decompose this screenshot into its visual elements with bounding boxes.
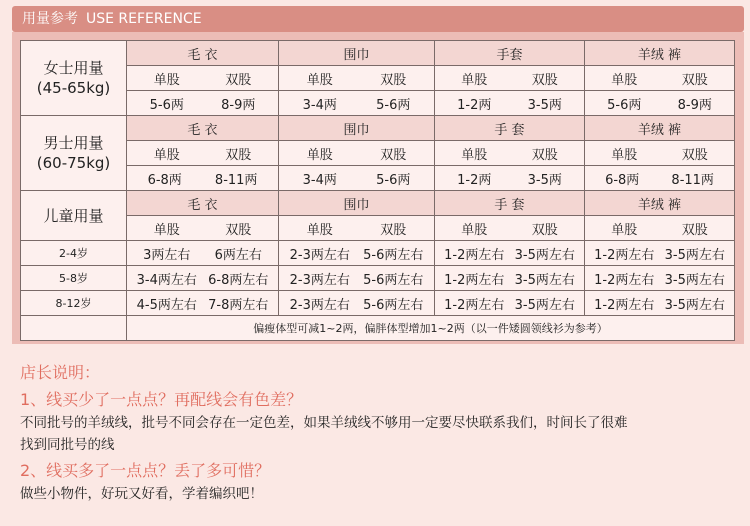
col-gloves: 手套 (435, 41, 585, 66)
table-cell: 2-3两左右 5-6两左右 (279, 241, 435, 266)
note-paragraph-1a: 不同批号的羊绒线，批号不同会存在一定色差，如果羊绒线不够用一定要尽快联系我们，时间长了很难 (20, 415, 628, 431)
table-cell: 6-8两 8-11两 (127, 166, 279, 191)
age-label: 5-8岁 (21, 266, 127, 291)
table-cell: 1-2两 3-5两 (435, 166, 585, 191)
ply-header: 单股 双股 (279, 141, 435, 166)
header-cn: 用量参考 (22, 11, 78, 27)
ply-header: 单股 双股 (585, 66, 735, 91)
note-question-1: 1、线买少了一点点？再配线会有色差？ (20, 390, 303, 409)
table-cell: 3-4两 5-6两 (279, 91, 435, 116)
kids-label: 儿童用量 (21, 191, 127, 241)
ply-header: 单股 双股 (585, 141, 735, 166)
table-cell: 1-2两左右 3-5两左右 (435, 241, 585, 266)
table-cell: 2-3两左右 5-6两左右 (279, 266, 435, 291)
note-paragraph-1b: 找到同批号的线 (20, 437, 115, 453)
col-pants: 羊绒 裤 (585, 41, 735, 66)
col-scarf: 围巾 (279, 191, 435, 216)
ply-header: 单股 双股 (127, 141, 279, 166)
table-cell: 3-4两左右 6-8两左右 (127, 266, 279, 291)
age-label: 2-4岁 (21, 241, 127, 266)
table-cell: 5-6两 8-9两 (127, 91, 279, 116)
table-cell: 3-4两 5-6两 (279, 166, 435, 191)
header-en: USE REFERENCE (86, 11, 202, 27)
table-cell: 1-2两左右 3-5两左右 (435, 266, 585, 291)
col-scarf: 围巾 (279, 116, 435, 141)
reference-table (20, 40, 735, 341)
col-sweater: 毛 衣 (127, 191, 279, 216)
table-cell: 1-2两左右 3-5两左右 (585, 241, 735, 266)
ply-header: 单股 双股 (585, 216, 735, 241)
ply-header: 单股 双股 (127, 66, 279, 91)
ply-header: 单股 双股 (279, 66, 435, 91)
col-scarf: 围巾 (279, 41, 435, 66)
table-cell: 6-8两 8-11两 (585, 166, 735, 191)
ply-header: 单股 双股 (279, 216, 435, 241)
table-cell: 1-2两左右 3-5两左右 (585, 266, 735, 291)
ply-header: 单股 双股 (435, 216, 585, 241)
note-paragraph-2: 做些小物件，好玩又好看，学着编织吧！ (20, 486, 263, 502)
women-label: 女士用量 (45-65kg) (21, 41, 127, 116)
table-cell: 1-2两左右 3-5两左右 (585, 291, 735, 316)
col-sweater: 毛 衣 (127, 41, 279, 66)
col-sweater: 毛 衣 (127, 116, 279, 141)
notes-title: 店长说明： (20, 363, 101, 382)
ply-header: 单股 双股 (435, 66, 585, 91)
col-pants: 羊绒 裤 (585, 116, 735, 141)
men-label: 男士用量 (60-75kg) (21, 116, 127, 191)
footnote: 偏瘦体型可减1~2两，偏胖体型增加1~2两（以一件矮圆领线衫为参考） (127, 316, 735, 341)
reference-table-card (12, 32, 744, 344)
table-cell: 1-2两左右 3-5两左右 (435, 291, 585, 316)
col-pants: 羊绒 裤 (585, 191, 735, 216)
table-cell: 2-3两左右 5-6两左右 (279, 291, 435, 316)
table-cell: 4-5两左右 7-8两左右 (127, 291, 279, 316)
ply-header: 单股 双股 (127, 216, 279, 241)
age-label: 8-12岁 (21, 291, 127, 316)
section-header (12, 6, 744, 32)
col-gloves: 手 套 (435, 116, 585, 141)
table-cell: 3两左右 6两左右 (127, 241, 279, 266)
shop-notes (20, 360, 740, 505)
ply-header: 单股 双股 (435, 141, 585, 166)
note-question-2: 2、线买多了一点点？丢了多可惜？ (20, 461, 271, 480)
footnote-spacer (21, 316, 127, 341)
col-gloves: 手 套 (435, 191, 585, 216)
table-cell: 5-6两 8-9两 (585, 91, 735, 116)
table-cell: 1-2两 3-5两 (435, 91, 585, 116)
